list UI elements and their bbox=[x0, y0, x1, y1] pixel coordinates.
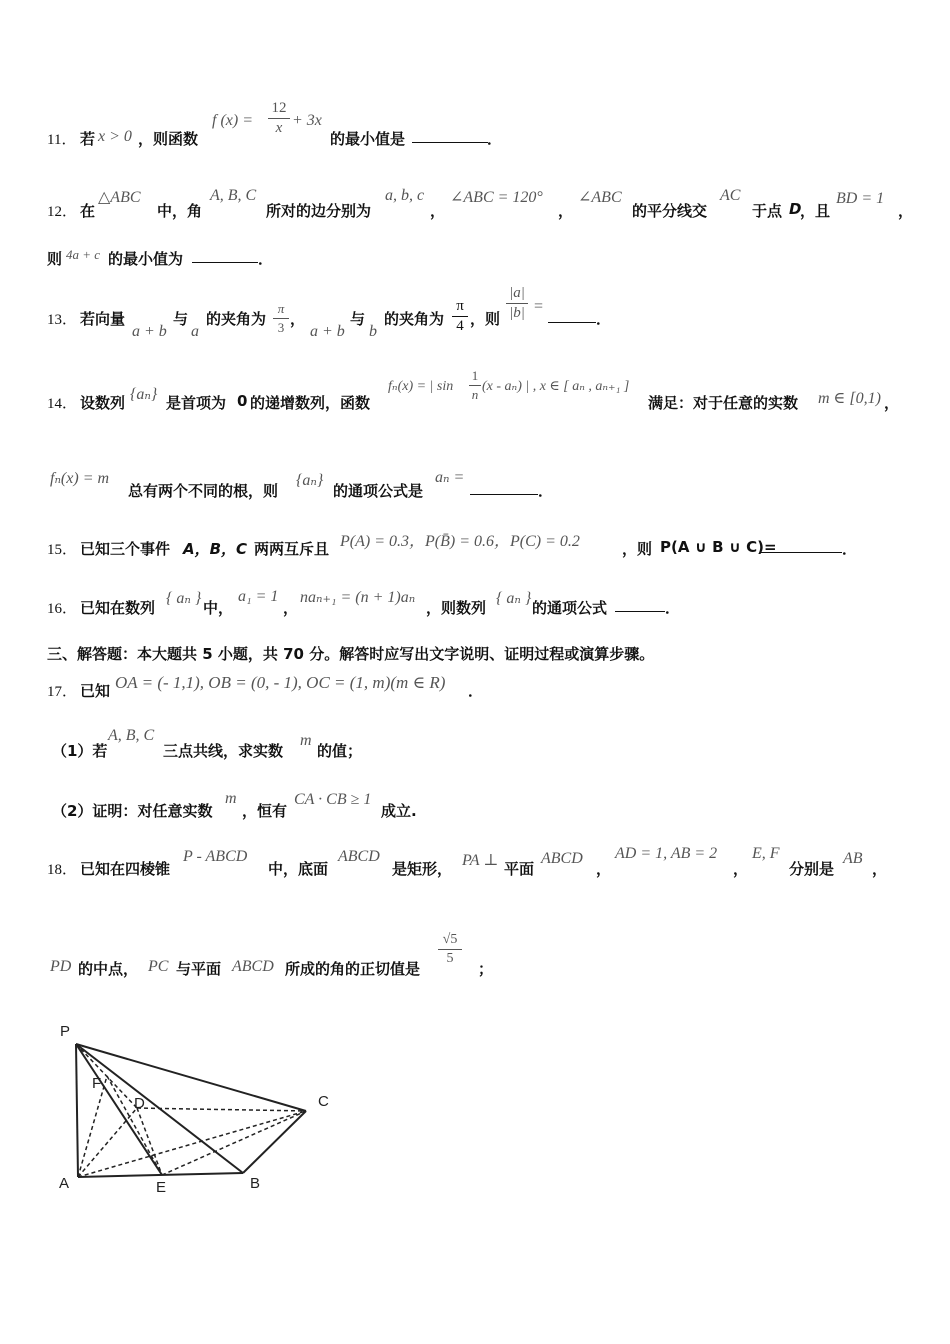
q13-angle2: π 4 bbox=[452, 298, 468, 335]
q11-answer-blank bbox=[412, 128, 488, 143]
edge-PA bbox=[76, 1044, 78, 1177]
q15-answer-blank bbox=[760, 538, 842, 553]
q14-fraction: 1 n bbox=[469, 368, 481, 403]
label-F: F bbox=[92, 1075, 102, 1092]
label-A: A bbox=[59, 1175, 70, 1192]
label-C: C bbox=[318, 1093, 329, 1110]
q11-number: 11． bbox=[47, 132, 77, 148]
q12-answer-blank bbox=[192, 248, 258, 263]
q14-answer-blank bbox=[470, 480, 538, 495]
label-E: E bbox=[156, 1179, 167, 1196]
q16-answer-blank bbox=[615, 597, 665, 612]
q13-angle1: π 3 bbox=[273, 301, 289, 336]
q13-answer-blank bbox=[548, 308, 596, 323]
label-D: D bbox=[134, 1095, 145, 1112]
edge-PE bbox=[76, 1044, 162, 1175]
pyramid-figure bbox=[50, 1020, 350, 1200]
q11-fraction: 12 x bbox=[268, 100, 290, 137]
q13-ratio: |a| |b| bbox=[506, 285, 528, 322]
section-heading: 三、解答题：本大题共 5 小题，共 70 分。解答时应写出文字说明、证明过程或演算步骤。 bbox=[47, 645, 655, 663]
label-P: P bbox=[60, 1023, 71, 1040]
edge-PC bbox=[76, 1044, 306, 1111]
q18-tangent-fraction: √5 5 bbox=[438, 932, 462, 967]
label-B: B bbox=[250, 1175, 261, 1192]
edge-AD bbox=[78, 1108, 137, 1177]
